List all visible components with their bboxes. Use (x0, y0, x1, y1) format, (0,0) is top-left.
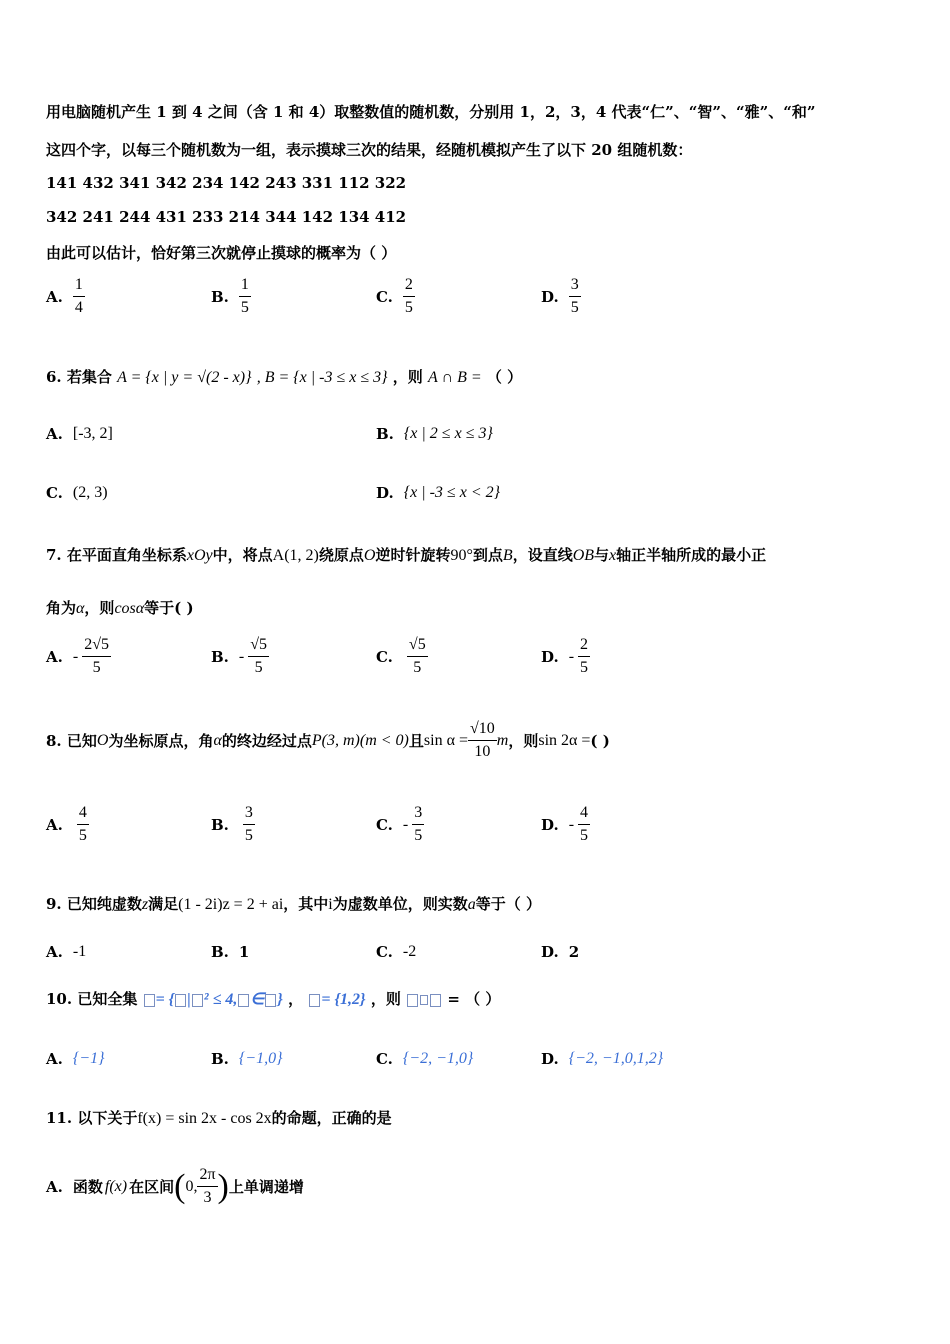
fraction: $\frac{√5}{5}$ (250, 636, 268, 676)
q10-option-d[interactable]: D. {−2, −1,0,1,2} (541, 1050, 664, 1068)
q5-option-d[interactable] (541, 276, 581, 317)
q7-option-a[interactable]: A. - $\frac{2√5}{5}$ (46, 636, 109, 676)
fraction: $\frac{2}{5}$ (580, 636, 589, 676)
fraction: $\frac{1}{4}$ (74, 276, 83, 316)
fraction: $\frac{2}{5}$ (404, 276, 413, 316)
q6-stem: 6. 若集合 A = {x | y = √(2 - x)} , B = {x | -3 ≤ x ≤ 3} ，则 A ∩ B = （ ） (46, 368, 523, 386)
q8-option-c[interactable]: C. - $\frac{3}{5}$ (376, 804, 423, 844)
missing-glyph-icon (175, 994, 186, 1007)
q8-option-b[interactable]: B. $\frac{3}{5}$ (211, 804, 253, 844)
missing-glyph-icon (265, 994, 276, 1007)
q9-option-d[interactable]: D. 2 (541, 943, 580, 961)
q5-option-b[interactable] (211, 276, 251, 317)
q5-random-numbers-2: 342 241 244 431 233 214 344 142 134 412 (46, 208, 407, 226)
q6-option-d[interactable]: D. {x | -3 ≤ x < 2} (376, 484, 501, 502)
fraction: $\frac{√10}{10}$ (469, 720, 495, 760)
q11-option-a[interactable]: A. 函数 f(x) 在区间 ( 0, $\frac{2\pi}{3}$ ) 上单调递增 (46, 1166, 304, 1206)
fraction: $\frac{3}{5}$ (570, 276, 579, 316)
missing-glyph-icon (430, 994, 441, 1007)
q9-option-c[interactable]: C. -2 (376, 943, 417, 961)
q6-set-a: A = {x | y = √(2 - x)} (117, 369, 252, 386)
fraction: $\frac{1}{5}$ (240, 276, 249, 316)
option-label: D. (541, 287, 559, 306)
q7-option-c[interactable]: C. $\frac{√5}{5}$ (376, 636, 426, 676)
q5-option-c[interactable] (376, 276, 415, 317)
q6-option-b[interactable]: B. {x | 2 ≤ x ≤ 3} (376, 425, 493, 443)
q9-option-b[interactable]: B. 1 (211, 943, 250, 961)
q8-stem: 8. 已知 O 为坐标原点，角 α 的终边经过点 P(3, m)(m < 0) 且 sin α = $\frac{√10}{10}$ m ，则 sin 2α = ( ) (46, 720, 610, 760)
q5-option-a[interactable] (46, 276, 85, 317)
q9-option-a[interactable]: A. -1 (46, 943, 87, 961)
missing-glyph-icon (238, 994, 249, 1007)
q5-text-line-2: 这四个字，以每三个随机数为一组，表示摸球三次的结果，经随机模拟产生了以下 20 组随机数： (46, 141, 693, 159)
fraction: $\frac{3}{5}$ (414, 804, 423, 844)
missing-glyph-icon (309, 994, 320, 1007)
fraction: $\frac{2\pi}{3}$ (199, 1166, 216, 1206)
q10-option-b[interactable]: B. {−1,0} (211, 1050, 283, 1068)
q6-option-c[interactable]: C. (2, 3) (46, 484, 108, 502)
q5-text-line-1: 用电脑随机产生 1 到 4 之间（含 1 和 4）取整数值的随机数，分别用 1，2，3，4 代表“仁”、“智”、“雅”、“和” (46, 103, 816, 121)
q5-question: 由此可以估计，恰好第三次就停止摸球的概率为（ ） (46, 244, 397, 262)
option-label: B. (211, 287, 229, 306)
q6-expression: A ∩ B = (428, 369, 482, 386)
fraction: $\frac{4}{5}$ (78, 804, 87, 844)
missing-glyph-icon (144, 994, 155, 1007)
q11-stem: 11. 以下关于f(x) = sin 2x - cos 2x的命题，正确的是 (46, 1109, 392, 1127)
q6-set-b: , B = {x | -3 ≤ x ≤ 3} (256, 369, 388, 386)
option-label: A. (46, 287, 63, 306)
q10-option-a[interactable]: A. {−1} (46, 1050, 105, 1068)
q6-option-a[interactable]: A. [-3, 2] (46, 425, 113, 443)
q7-option-d[interactable]: D. - $\frac{2}{5}$ (541, 636, 589, 676)
q7-stem-line-1: 7. 在平面直角坐标系xOy中，将点A(1, 2)绕原点O逆时针旋转90°到点B，设直线OB与x轴正半轴所成的最小正 (46, 546, 767, 564)
q7-stem-line-2: 角为α，则cosα等于( ) (46, 599, 194, 617)
fraction: $\frac{4}{5}$ (580, 804, 589, 844)
q10-stem: 10. 已知全集 = { | ² ≤ 4, ∈ } ， = {1,2} ，则 = （ ） (46, 990, 501, 1008)
q8-option-a[interactable]: A. $\frac{4}{5}$ (46, 804, 87, 844)
q10-option-c[interactable]: C. {−2, −1,0} (376, 1050, 474, 1068)
q8-option-d[interactable]: D. - $\frac{4}{5}$ (541, 804, 589, 844)
q9-stem: 9. 已知纯虚数z满足(1 - 2i)z = 2 + ai，其中i为虚数单位，则实数a等于（ ） (46, 895, 541, 913)
q5-random-numbers-1: 141 432 341 342 234 142 243 331 112 322 (46, 174, 407, 192)
option-label: C. (376, 287, 393, 306)
fraction: $\frac{√5}{5}$ (408, 636, 426, 676)
fraction: $\frac{2√5}{5}$ (84, 636, 109, 676)
fraction: $\frac{3}{5}$ (244, 804, 253, 844)
missing-glyph-icon (192, 994, 203, 1007)
q7-option-b[interactable]: B. - $\frac{√5}{5}$ (211, 636, 268, 676)
missing-glyph-icon (407, 994, 418, 1007)
missing-glyph-icon (420, 995, 428, 1005)
